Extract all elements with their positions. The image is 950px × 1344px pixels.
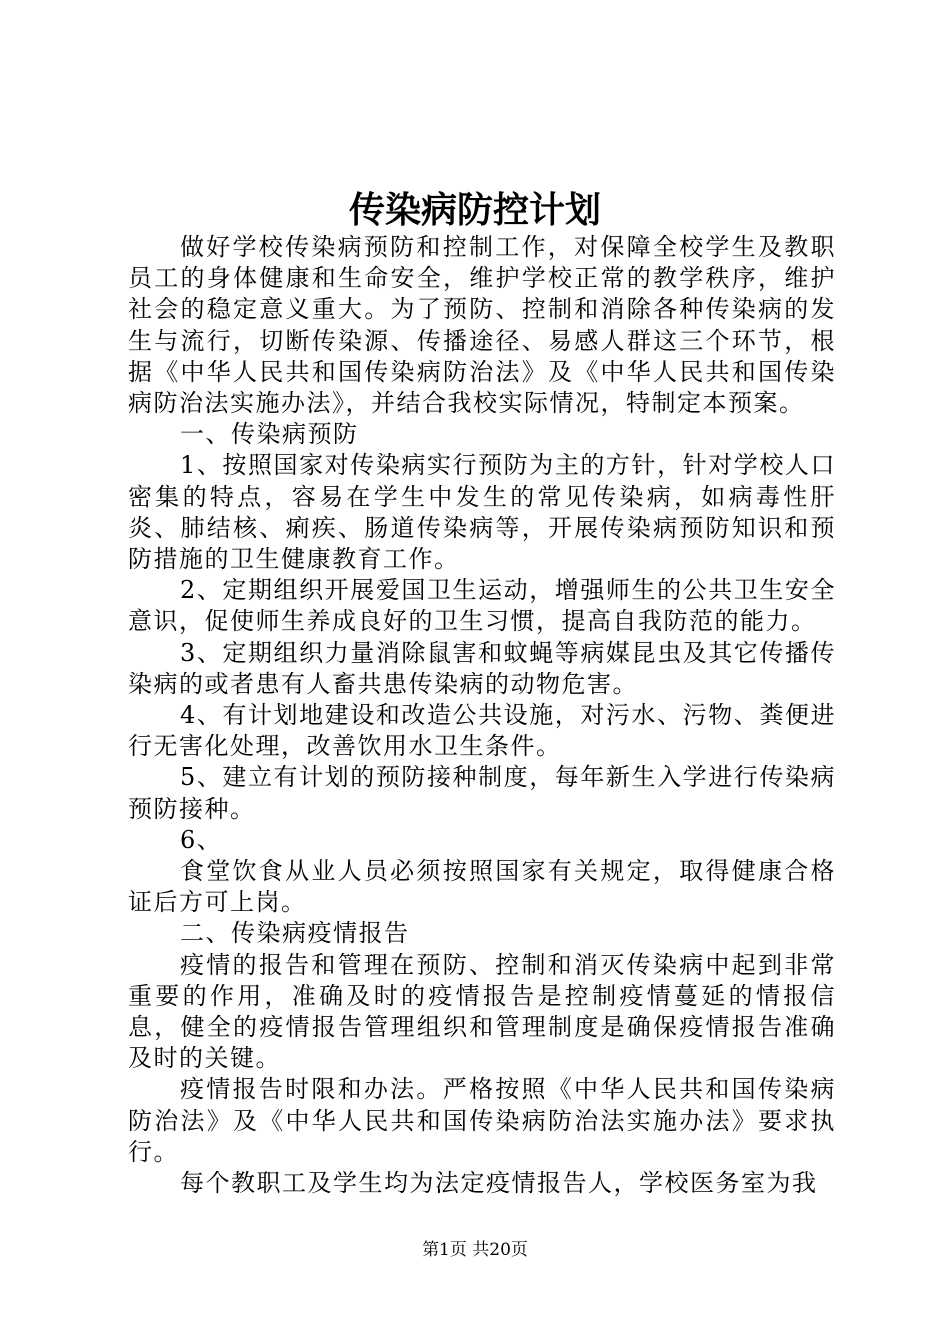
document-body xyxy=(128,232,836,1199)
paragraph-report-importance: 疫情的报告和管理在预防、控制和消灭传染病中起到非常重要的作用，准确及时的疫情报告是控制疫情蔓延的情报信息，健全的疫情报告管理组织和管理制度是确保疫情报告准确及时的关键。 xyxy=(128,950,836,1073)
section-heading-report: 二、传染病疫情报告 xyxy=(180,919,410,948)
paragraph-item-6: 6、 xyxy=(180,825,223,854)
paragraph-intro: 做好学校传染病预防和控制工作，对保障全校学生及教职员工的身体健康和生命安全，维护学校正常的教学秩序，维护社会的稳定意义重大。为了预防、控制和消除各种传染病的发生与流行，切断传染源、传播途径、易感人群这三个环节，根据《中华人民共和国传染病防治法》及《中华人民共和国传染病防治法实施办法》，并结合我校实际情况，特制定本预案。 xyxy=(128,233,836,418)
paragraph-item-3: 3、定期组织力量消除鼠害和蚊蝇等病媒昆虫及其它传播传染病的或者患有人畜共患传染病的动物危害。 xyxy=(128,638,836,698)
paragraph-report-method: 疫情报告时限和办法。严格按照《中华人民共和国传染病防治法》及《中华人民共和国传染病防治法实施办法》要求执行。 xyxy=(128,1075,836,1166)
page-footer: 第1页 共20页 xyxy=(422,1240,528,1260)
document-title: 传染病防控计划 xyxy=(348,189,601,231)
paragraph-reporters: 每个教职工及学生均为法定疫情报告人，学校医务室为我 xyxy=(180,1169,818,1198)
paragraph-item-5: 5、建立有计划的预防接种制度，每年新生入学进行传染病预防接种。 xyxy=(128,763,836,823)
paragraph-item-4: 4、有计划地建设和改造公共设施，对污水、污物、粪便进行无害化处理，改善饮用水卫生条件。 xyxy=(128,701,836,761)
section-heading-prevention: 一、传染病预防 xyxy=(180,420,359,449)
paragraph-item-1: 1、按照国家对传染病实行预防为主的方针，针对学校人口密集的特点，容易在学生中发生的常见传染病，如病毒性肝炎、肺结核、痢疾、肠道传染病等，开展传染病预防知识和预防措施的卫生健康教育工作。 xyxy=(128,451,836,574)
paragraph-item-2: 2、定期组织开展爱国卫生运动，增强师生的公共卫生安全意识，促使师生养成良好的卫生习惯，提高自我防范的能力。 xyxy=(128,576,836,636)
paragraph-canteen: 食堂饮食从业人员必须按照国家有关规定，取得健康合格证后方可上岗。 xyxy=(128,857,836,917)
